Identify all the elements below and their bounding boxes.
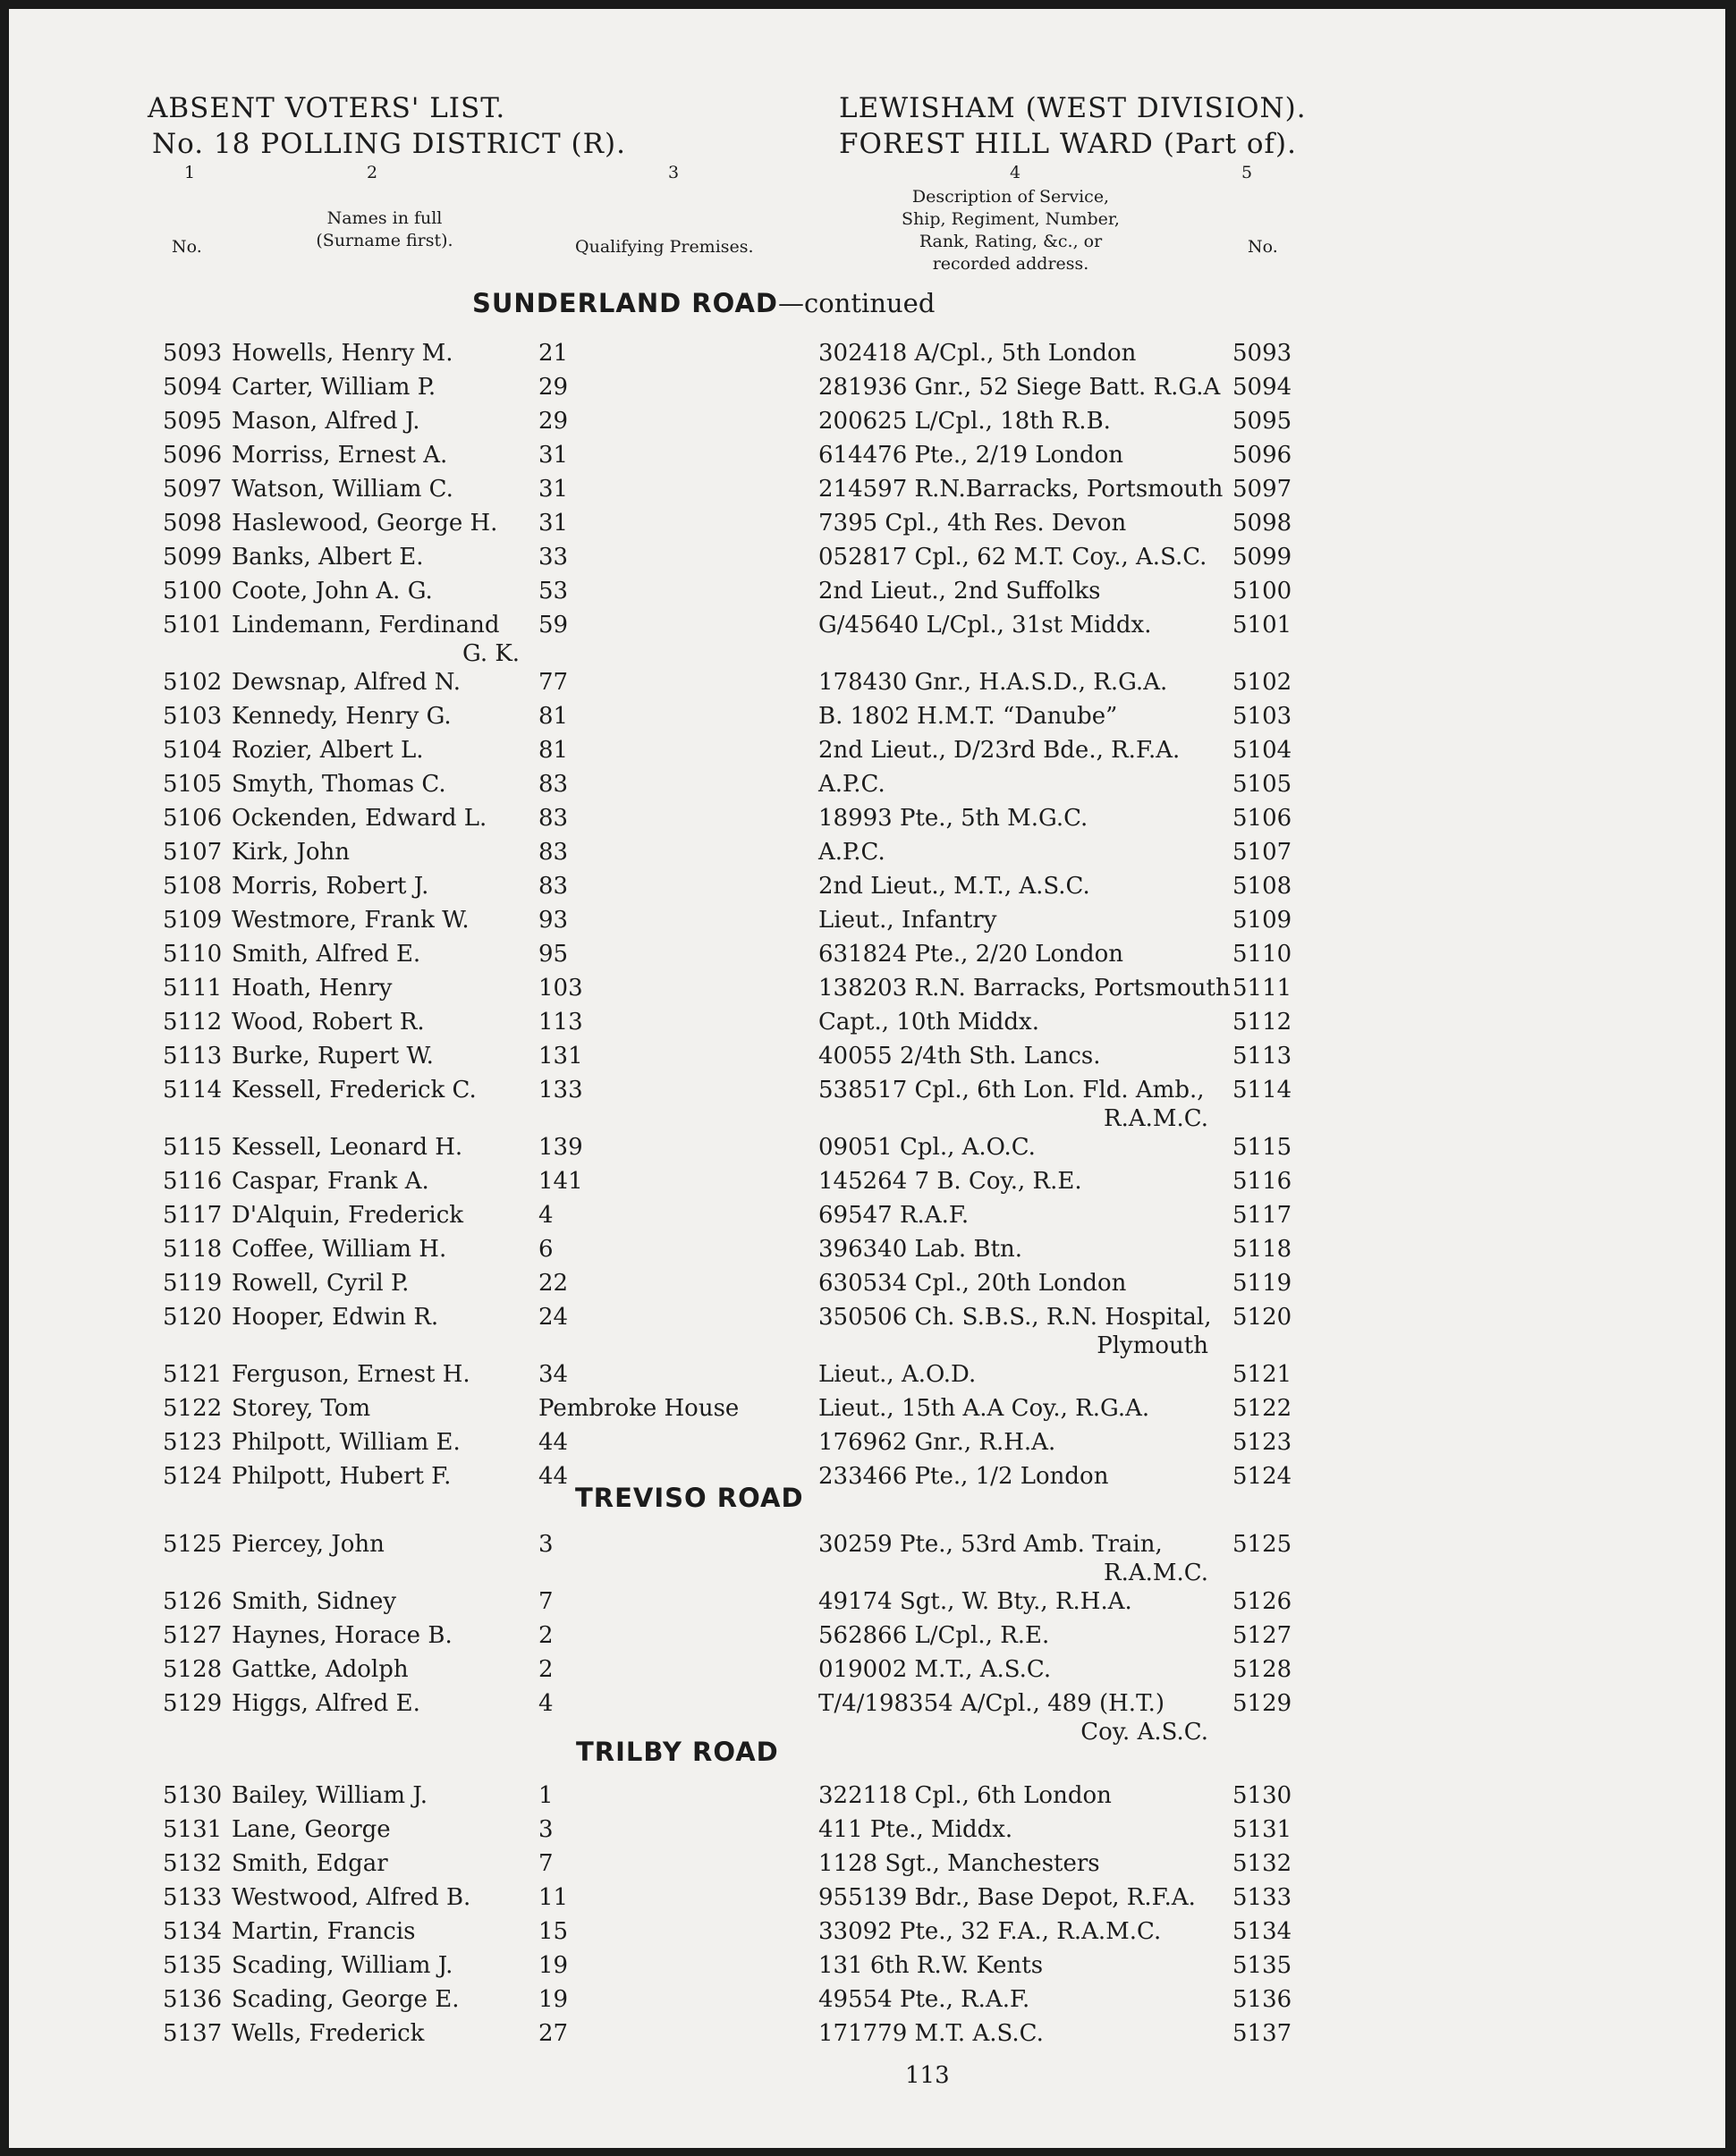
service-description: 33092 Pte., 32 F.A., R.A.M.C. [818, 1918, 1162, 1945]
service-description: 411 Pte., Middx. [818, 1816, 1013, 1843]
column-number-2: 2 [367, 163, 378, 182]
voter-row [9, 1134, 1725, 1168]
service-description: A.P.C. [818, 839, 885, 866]
street-heading [576, 1737, 779, 1767]
entry-number-right: 5123 [1232, 1429, 1292, 1456]
qualifying-premises: 7 [538, 1850, 554, 1877]
qualifying-premises: 113 [538, 1009, 583, 1036]
entry-number: 5131 [163, 1816, 223, 1843]
entry-number: 5119 [163, 1270, 223, 1297]
entry-number-right: 5137 [1232, 2020, 1292, 2047]
service-description: 562866 L/Cpl., R.E. [818, 1622, 1050, 1649]
entry-number: 5117 [163, 1202, 223, 1229]
qualifying-premises: 1 [538, 1782, 554, 1809]
qualifying-premises: 133 [538, 1077, 583, 1103]
entry-number-right: 5128 [1232, 1656, 1292, 1683]
entry-number: 5125 [163, 1531, 223, 1558]
entry-number-right: 5132 [1232, 1850, 1292, 1877]
column-number-3: 3 [668, 163, 680, 182]
entry-number-right: 5114 [1232, 1077, 1292, 1103]
entry-number: 5102 [163, 669, 223, 696]
voter-row [9, 737, 1725, 771]
voter-name: Howells, Henry M. [232, 340, 453, 367]
entry-number-right: 5120 [1232, 1304, 1292, 1331]
entry-number-right: 5106 [1232, 805, 1292, 832]
entry-number: 5108 [163, 873, 223, 900]
entry-number: 5135 [163, 1952, 223, 1979]
street-name: SUNDERLAND ROAD [472, 288, 779, 318]
service-description: T/4/198354 A/Cpl., 489 (H.T.) [818, 1690, 1165, 1717]
voter-row [9, 544, 1725, 578]
voter-name: Martin, Francis [232, 1918, 416, 1945]
entry-number-right: 5115 [1232, 1134, 1292, 1161]
voter-row [9, 1361, 1725, 1395]
service-description: Lieut., Infantry [818, 907, 997, 934]
qualifying-premises: 131 [538, 1043, 583, 1070]
service-description: 2nd Lieut., 2nd Suffolks [818, 578, 1101, 605]
service-description: 214597 R.N.Barracks, Portsmouth [818, 476, 1224, 503]
entry-number-right: 5122 [1232, 1395, 1292, 1422]
entry-number-right: 5116 [1232, 1168, 1292, 1195]
voter-name: Wells, Frederick [232, 2020, 425, 2047]
service-description: 2nd Lieut., D/23rd Bde., R.F.A. [818, 737, 1181, 764]
voter-row [9, 1202, 1725, 1236]
service-description: 538517 Cpl., 6th Lon. Fld. Amb., [818, 1077, 1205, 1103]
voter-name: Smith, Edgar [232, 1850, 388, 1877]
voter-row [9, 1690, 1725, 1724]
entry-number: 5100 [163, 578, 223, 605]
service-description: 09051 Cpl., A.O.C. [818, 1134, 1036, 1161]
column-number-5: 5 [1241, 163, 1253, 182]
voter-row [9, 1986, 1725, 2020]
voter-name: Ockenden, Edward L. [232, 805, 487, 832]
entry-number-right: 5127 [1232, 1622, 1292, 1649]
voter-name: Haynes, Horace B. [232, 1622, 453, 1649]
voter-row [9, 771, 1725, 805]
qualifying-premises: 4 [538, 1690, 554, 1717]
qualifying-premises: 22 [538, 1270, 569, 1297]
voter-row [9, 578, 1725, 612]
voter-name: Lane, George [232, 1816, 391, 1843]
qualifying-premises: 7 [538, 1588, 554, 1615]
entry-number-right: 5094 [1232, 374, 1292, 401]
qualifying-premises: 44 [538, 1463, 569, 1490]
entry-number-right: 5103 [1232, 703, 1292, 730]
entry-number: 5093 [163, 340, 223, 367]
voter-name: Smith, Sidney [232, 1588, 397, 1615]
voter-row [9, 1168, 1725, 1202]
voter-row [9, 1270, 1725, 1304]
street-continued: —continued [778, 288, 936, 318]
service-description-continued: Coy. A.S.C. [1080, 1719, 1208, 1746]
entry-number: 5130 [163, 1782, 223, 1809]
qualifying-premises: 33 [538, 544, 569, 571]
voter-row [9, 2020, 1725, 2054]
voter-row [9, 1009, 1725, 1043]
voter-name: Kennedy, Henry G. [232, 703, 452, 730]
entry-number-right: 5136 [1232, 1986, 1292, 2013]
service-description: B. 1802 H.M.T. “Danube” [818, 703, 1118, 730]
voter-name: Ferguson, Ernest H. [232, 1361, 470, 1388]
entry-number-right: 5118 [1232, 1236, 1292, 1263]
entry-number: 5127 [163, 1622, 223, 1649]
qualifying-premises: 4 [538, 1202, 554, 1229]
voter-name: Coffee, William H. [232, 1236, 447, 1263]
entry-number-right: 5102 [1232, 669, 1292, 696]
qualifying-premises: 29 [538, 374, 569, 401]
street-name: TRILBY ROAD [576, 1737, 779, 1767]
voter-name: Hooper, Edwin R. [232, 1304, 439, 1331]
voter-row [9, 1077, 1725, 1111]
service-description: 396340 Lab. Btn. [818, 1236, 1023, 1263]
qualifying-premises: 83 [538, 873, 569, 900]
entry-number-right: 5104 [1232, 737, 1292, 764]
qualifying-premises: 2 [538, 1656, 554, 1683]
qualifying-premises: 2 [538, 1622, 554, 1649]
service-description: 019002 M.T., A.S.C. [818, 1656, 1052, 1683]
voter-name: Carter, William P. [232, 374, 436, 401]
qualifying-premises: 34 [538, 1361, 569, 1388]
entry-number-right: 5107 [1232, 839, 1292, 866]
entry-number: 5109 [163, 907, 223, 934]
entry-number: 5116 [163, 1168, 223, 1195]
entry-number-right: 5131 [1232, 1816, 1292, 1843]
voter-name: Banks, Albert E. [232, 544, 424, 571]
qualifying-premises: 139 [538, 1134, 583, 1161]
voter-row [9, 476, 1725, 510]
voter-name: Kessell, Frederick C. [232, 1077, 477, 1103]
service-description-continued: Plymouth [1097, 1332, 1208, 1359]
entry-number-right: 5113 [1232, 1043, 1292, 1070]
voter-name: Burke, Rupert W. [232, 1043, 434, 1070]
entry-number: 5122 [163, 1395, 223, 1422]
voter-name: Smith, Alfred E. [232, 941, 421, 968]
qualifying-premises: 11 [538, 1884, 569, 1911]
entry-number: 5132 [163, 1850, 223, 1877]
voter-row [9, 1656, 1725, 1690]
voter-name: Kirk, John [232, 839, 351, 866]
entry-number-right: 5112 [1232, 1009, 1292, 1036]
qualifying-premises: 59 [538, 612, 569, 638]
service-description: 281936 Gnr., 52 Siege Batt. R.G.A [818, 374, 1221, 401]
street-heading [472, 288, 935, 318]
qualifying-premises: 21 [538, 340, 569, 367]
voter-row [9, 1304, 1725, 1338]
voter-row [9, 1952, 1725, 1986]
entry-number-right: 5134 [1232, 1918, 1292, 1945]
qualifying-premises: 31 [538, 510, 569, 537]
service-description: 630534 Cpl., 20th London [818, 1270, 1127, 1297]
qualifying-premises: 3 [538, 1531, 554, 1558]
voter-row [9, 340, 1725, 374]
voter-name: Wood, Robert R. [232, 1009, 425, 1036]
division-title: LEWISHAM (WEST DIVISION). [839, 92, 1307, 124]
voter-name: Storey, Tom [232, 1395, 371, 1422]
qualifying-premises: 83 [538, 771, 569, 798]
entry-number: 5096 [163, 442, 223, 469]
voter-name: Bailey, William J. [232, 1782, 428, 1809]
voter-row [9, 1395, 1725, 1429]
entry-number: 5103 [163, 703, 223, 730]
qualifying-premises: 103 [538, 975, 583, 1002]
voter-name: Dewsnap, Alfred N. [232, 669, 462, 696]
voter-name: Higgs, Alfred E. [232, 1690, 420, 1717]
voter-name: Coote, John A. G. [232, 578, 433, 605]
service-description: 49174 Sgt., W. Bty., R.H.A. [818, 1588, 1132, 1615]
voter-name: Hoath, Henry [232, 975, 393, 1002]
entry-number: 5099 [163, 544, 223, 571]
qualifying-premises: 83 [538, 839, 569, 866]
entry-number: 5097 [163, 476, 223, 503]
entry-number-right: 5100 [1232, 578, 1292, 605]
qualifying-premises: 19 [538, 1952, 569, 1979]
service-description: 322118 Cpl., 6th London [818, 1782, 1112, 1809]
service-description: 052817 Cpl., 62 M.T. Coy., A.S.C. [818, 544, 1207, 571]
voter-name-continued: G. K. [462, 640, 521, 667]
entry-number: 5114 [163, 1077, 223, 1103]
voter-row [9, 839, 1725, 873]
service-description: Capt., 10th Middx. [818, 1009, 1039, 1036]
qualifying-premises: 31 [538, 476, 569, 503]
service-description-continued: R.A.M.C. [1104, 1560, 1208, 1586]
voter-row [9, 669, 1725, 703]
qualifying-premises: 31 [538, 442, 569, 469]
service-description: 49554 Pte., R.A.F. [818, 1986, 1030, 2013]
entry-number: 5133 [163, 1884, 223, 1911]
street-name: TREVISO ROAD [575, 1483, 804, 1513]
entry-number: 5115 [163, 1134, 223, 1161]
service-description: 178430 Gnr., H.A.S.D., R.G.A. [818, 669, 1168, 696]
service-description: 131 6th R.W. Kents [818, 1952, 1044, 1979]
qualifying-premises: 3 [538, 1816, 554, 1843]
entry-number: 5107 [163, 839, 223, 866]
entry-number: 5136 [163, 1986, 223, 2013]
service-description: 40055 2/4th Sth. Lancs. [818, 1043, 1101, 1070]
voter-row [9, 612, 1725, 646]
ward-title: FOREST HILL WARD (Part of). [839, 128, 1297, 160]
service-description: G/45640 L/Cpl., 31st Middx. [818, 612, 1152, 638]
entry-number-right: 5126 [1232, 1588, 1292, 1615]
service-description: 18993 Pte., 5th M.G.C. [818, 805, 1088, 832]
service-description-continued: R.A.M.C. [1104, 1105, 1208, 1132]
voter-row [9, 510, 1725, 544]
voter-name: Gattke, Adolph [232, 1656, 409, 1683]
entry-number-right: 5130 [1232, 1782, 1292, 1809]
entry-number: 5101 [163, 612, 223, 638]
voter-row [9, 442, 1725, 476]
service-description: 955139 Bdr., Base Depot, R.F.A. [818, 1884, 1196, 1911]
entry-number: 5124 [163, 1463, 223, 1490]
service-description: 138203 R.N. Barracks, Portsmouth [818, 975, 1231, 1002]
column-header-description: Description of Service, Ship, Regiment, Number, Rank, Rating, &c., or recorded address. [902, 187, 1120, 274]
voter-row [9, 1884, 1725, 1918]
entry-number: 5118 [163, 1236, 223, 1263]
qualifying-premises: 95 [538, 941, 569, 968]
entry-number: 5095 [163, 408, 223, 435]
entry-number: 5113 [163, 1043, 223, 1070]
voter-row [9, 1531, 1725, 1565]
voter-name: Philpott, William E. [232, 1429, 461, 1456]
document-page [9, 9, 1725, 2148]
voter-row [9, 1236, 1725, 1270]
service-description: Lieut., 15th A.A Coy., R.G.A. [818, 1395, 1150, 1422]
voter-row [9, 907, 1725, 941]
voter-name: Smyth, Thomas C. [232, 771, 446, 798]
entry-number-right: 5135 [1232, 1952, 1292, 1979]
entry-number: 5111 [163, 975, 223, 1002]
voter-name: Morriss, Ernest A. [232, 442, 448, 469]
service-description: 1128 Sgt., Manchesters [818, 1850, 1100, 1877]
entry-number: 5121 [163, 1361, 223, 1388]
voter-row [9, 873, 1725, 907]
service-description: 30259 Pte., 53rd Amb. Train, [818, 1531, 1163, 1558]
qualifying-premises: 15 [538, 1918, 569, 1945]
entry-number-right: 5096 [1232, 442, 1292, 469]
entry-number-right: 5117 [1232, 1202, 1292, 1229]
list-title: ABSENT VOTERS' LIST. [148, 92, 506, 124]
voter-row [9, 703, 1725, 737]
entry-number-right: 5110 [1232, 941, 1292, 968]
entry-number: 5104 [163, 737, 223, 764]
entry-number: 5126 [163, 1588, 223, 1615]
service-description: 176962 Gnr., R.H.A. [818, 1429, 1056, 1456]
voter-row [9, 941, 1725, 975]
voter-name: Philpott, Hubert F. [232, 1463, 452, 1490]
entry-number-right: 5121 [1232, 1361, 1292, 1388]
entry-number-right: 5125 [1232, 1531, 1292, 1558]
service-description: 200625 L/Cpl., 18th R.B. [818, 408, 1111, 435]
service-description: Lieut., A.O.D. [818, 1361, 977, 1388]
entry-number: 5094 [163, 374, 223, 401]
column-number-1: 1 [184, 163, 196, 182]
qualifying-premises: 44 [538, 1429, 569, 1456]
qualifying-premises: 93 [538, 907, 569, 934]
qualifying-premises: 53 [538, 578, 569, 605]
entry-number: 5112 [163, 1009, 223, 1036]
entry-number: 5120 [163, 1304, 223, 1331]
service-description: A.P.C. [818, 771, 885, 798]
entry-number: 5098 [163, 510, 223, 537]
qualifying-premises: 19 [538, 1986, 569, 2013]
column-number-4: 4 [1010, 163, 1021, 182]
voter-row [9, 805, 1725, 839]
entry-number-right: 5129 [1232, 1690, 1292, 1717]
voter-row [9, 1918, 1725, 1952]
qualifying-premises: Pembroke House [538, 1395, 740, 1422]
entry-number-right: 5098 [1232, 510, 1292, 537]
entry-number: 5134 [163, 1918, 223, 1945]
voter-name: Piercey, John [232, 1531, 385, 1558]
column-header-no: No. [172, 237, 202, 257]
voter-row [9, 1588, 1725, 1622]
service-description: 171779 M.T. A.S.C. [818, 2020, 1044, 2047]
voter-row [9, 1429, 1725, 1463]
voter-row [9, 408, 1725, 442]
voter-row [9, 975, 1725, 1009]
entry-number-right: 5133 [1232, 1884, 1292, 1911]
entry-number: 5129 [163, 1690, 223, 1717]
entry-number-right: 5101 [1232, 612, 1292, 638]
voter-row [9, 1850, 1725, 1884]
service-description: 69547 R.A.F. [818, 1202, 970, 1229]
entry-number-right: 5119 [1232, 1270, 1292, 1297]
service-description: 631824 Pte., 2/20 London [818, 941, 1123, 968]
service-description: 7395 Cpl., 4th Res. Devon [818, 510, 1127, 537]
voter-name: Westwood, Alfred B. [232, 1884, 471, 1911]
voter-name: Rowell, Cyril P. [232, 1270, 410, 1297]
qualifying-premises: 81 [538, 737, 569, 764]
service-description: 614476 Pte., 2/19 London [818, 442, 1123, 469]
entry-number-right: 5105 [1232, 771, 1292, 798]
qualifying-premises: 27 [538, 2020, 569, 2047]
entry-number-right: 5095 [1232, 408, 1292, 435]
entry-number-right: 5109 [1232, 907, 1292, 934]
service-description: 350506 Ch. S.B.S., R.N. Hospital, [818, 1304, 1212, 1331]
voter-name: Lindemann, Ferdinand [232, 612, 500, 638]
voter-name: Morris, Robert J. [232, 873, 429, 900]
entry-number: 5137 [163, 2020, 223, 2047]
column-header-premises: Qualifying Premises. [575, 237, 754, 257]
entry-number: 5110 [163, 941, 223, 968]
page-number: 113 [905, 2062, 950, 2089]
voter-name: Rozier, Albert L. [232, 737, 424, 764]
voter-name: Watson, William C. [232, 476, 453, 503]
voter-row [9, 1463, 1725, 1497]
service-description: 233466 Pte., 1/2 London [818, 1463, 1109, 1490]
entry-number-right: 5111 [1232, 975, 1292, 1002]
column-header-no-right: No. [1248, 237, 1278, 257]
entry-number-right: 5099 [1232, 544, 1292, 571]
voter-row [9, 1622, 1725, 1656]
voter-name: Haslewood, George H. [232, 510, 498, 537]
service-description: 145264 7 B. Coy., R.E. [818, 1168, 1082, 1195]
entry-number-right: 5097 [1232, 476, 1292, 503]
voter-row [9, 1782, 1725, 1816]
qualifying-premises: 6 [538, 1236, 554, 1263]
voter-name: Scading, George E. [232, 1986, 460, 2013]
entry-number: 5123 [163, 1429, 223, 1456]
qualifying-premises: 83 [538, 805, 569, 832]
column-header-names: Names in full (Surname first). [316, 208, 453, 250]
voter-name: Mason, Alfred J. [232, 408, 420, 435]
entry-number-right: 5124 [1232, 1463, 1292, 1490]
voter-row [9, 374, 1725, 408]
service-description: 302418 A/Cpl., 5th London [818, 340, 1137, 367]
entry-number-right: 5108 [1232, 873, 1292, 900]
voter-name: Scading, William J. [232, 1952, 453, 1979]
qualifying-premises: 29 [538, 408, 569, 435]
qualifying-premises: 77 [538, 669, 569, 696]
voter-name: D'Alquin, Frederick [232, 1202, 464, 1229]
qualifying-premises: 141 [538, 1168, 583, 1195]
voter-name: Caspar, Frank A. [232, 1168, 429, 1195]
voter-row [9, 1816, 1725, 1850]
voter-name: Kessell, Leonard H. [232, 1134, 463, 1161]
qualifying-premises: 81 [538, 703, 569, 730]
polling-district: No. 18 POLLING DISTRICT (R). [152, 128, 626, 160]
entry-number: 5106 [163, 805, 223, 832]
service-description: 2nd Lieut., M.T., A.S.C. [818, 873, 1090, 900]
entry-number: 5105 [163, 771, 223, 798]
voter-row [9, 1043, 1725, 1077]
qualifying-premises: 24 [538, 1304, 569, 1331]
entry-number: 5128 [163, 1656, 223, 1683]
voter-name: Westmore, Frank W. [232, 907, 470, 934]
street-heading [575, 1483, 804, 1513]
entry-number-right: 5093 [1232, 340, 1292, 367]
